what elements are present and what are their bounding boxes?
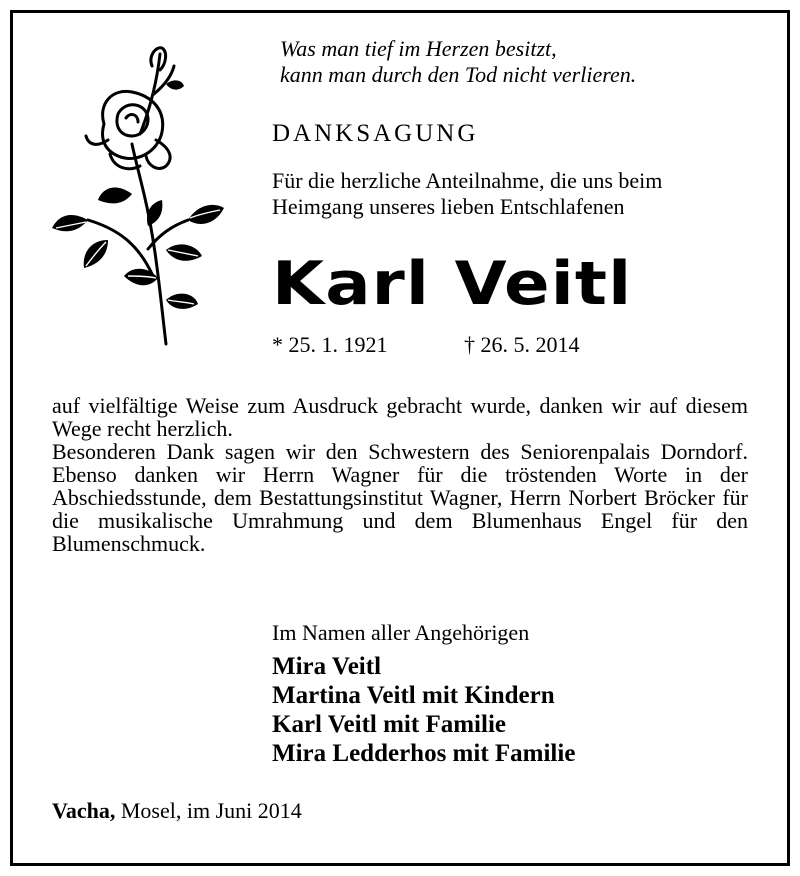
death-date: † 26. 5. 2014 bbox=[464, 332, 580, 357]
place-and-date bbox=[52, 798, 302, 824]
intro-line-1: Für die herzliche Anteilnahme, die uns beim bbox=[272, 168, 663, 193]
deceased-name: Karl Veitl bbox=[272, 249, 633, 319]
intro-text bbox=[272, 168, 662, 220]
family-member: Karl Veitl mit Familie bbox=[272, 711, 506, 738]
thanks-body bbox=[52, 394, 748, 555]
birth-date: * 25. 1. 1921 bbox=[272, 332, 388, 357]
quote-line-1: Was man tief im Herzen besitzt, bbox=[280, 36, 557, 61]
intro-line-2: Heimgang unseres lieben Entschlafenen bbox=[272, 194, 625, 219]
notice-heading: DANKSAGUNG bbox=[272, 120, 479, 147]
family-member: Martina Veitl mit Kindern bbox=[272, 682, 555, 709]
family-intro: Im Namen aller Angehörigen bbox=[272, 620, 530, 645]
family-member: Mira Veitl bbox=[272, 653, 382, 680]
life-dates bbox=[272, 332, 580, 358]
quote-line-2: kann man durch den Tod nicht verlieren. bbox=[280, 62, 637, 87]
body-paragraph-1: auf vielfältige Weise zum Ausdruck gebracht wurde, danken wir auf diesem Wege recht herzlich. bbox=[52, 393, 748, 441]
body-paragraph-2: Besonderen Dank sagen wir den Schwestern des Seniorenpalais Dorndorf. Ebenso danken wir Herrn Wagner für die tröstenden Worte in der Abschiedsstunde, dem Bestattungsinstitut Wagner, Herrn Norbert Bröcker für die musikalische Umrahmung und dem Blumenhaus Engel für den Blumenschmuck. bbox=[52, 439, 748, 556]
family-signatures bbox=[272, 652, 575, 768]
place-town: Vacha, bbox=[52, 798, 116, 823]
place-rest: Mosel, im Juni 2014 bbox=[115, 798, 302, 823]
memorial-quote bbox=[280, 36, 636, 88]
family-member: Mira Ledderhos mit Familie bbox=[272, 740, 576, 767]
rose-illustration-icon bbox=[48, 44, 224, 354]
